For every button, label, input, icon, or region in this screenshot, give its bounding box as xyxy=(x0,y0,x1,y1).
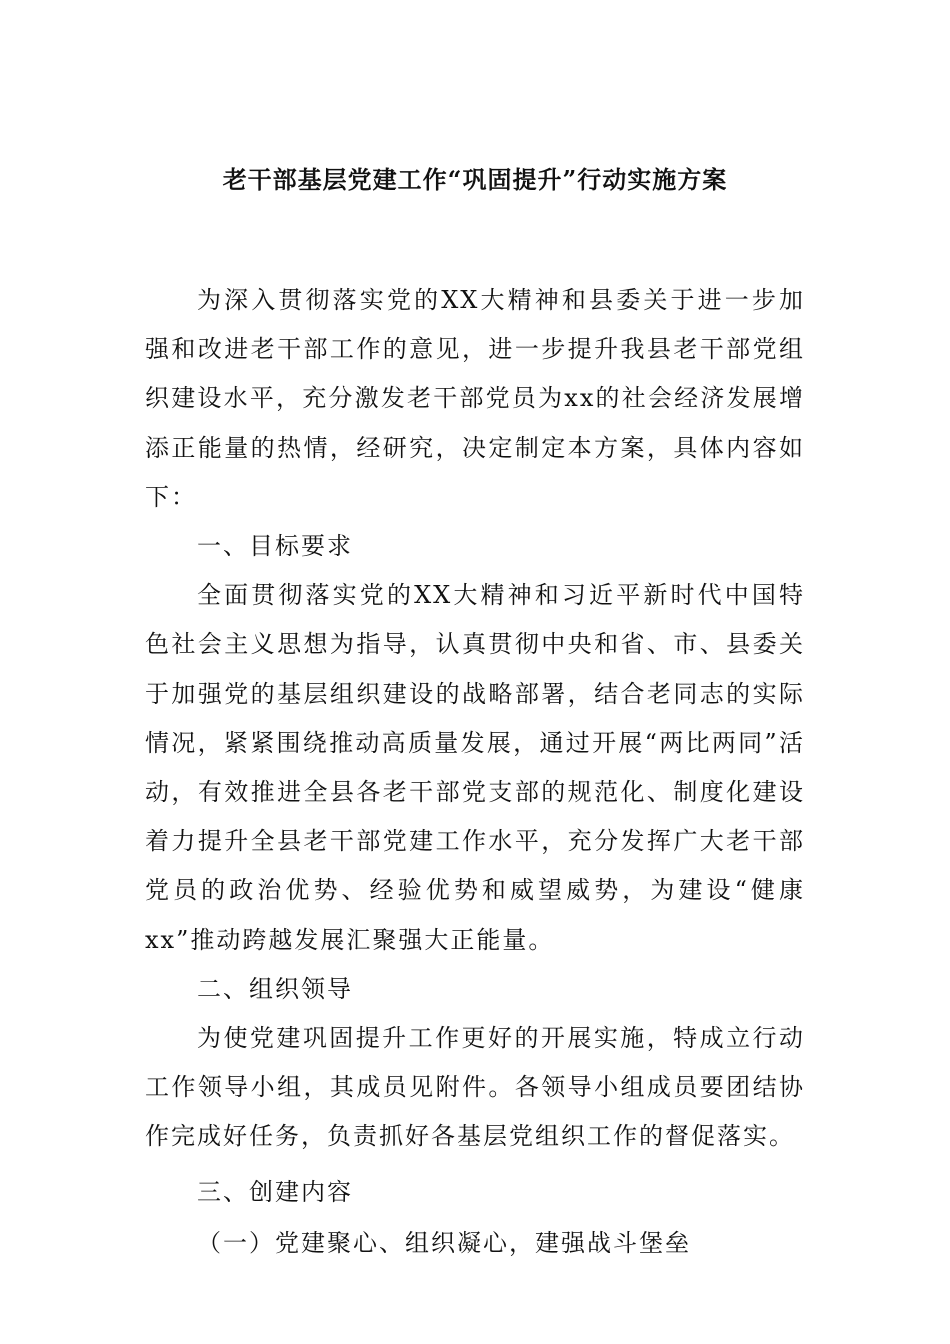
intro-paragraph: 为深入贯彻落实党的XX大精神和县委关于进一步加强和改进老干部工作的意见，进一步提升我县老干部党组织建设水平，充分激发老干部党员为xx的社会经济发展增添正能量的热情，经研究，决定制定本方案，具体内容如下： xyxy=(145,286,805,511)
subsection-heading-1: （一）党建聚心、组织凝心，建强战斗堡垒 xyxy=(197,1228,691,1257)
section-heading-goals: 一、目标要求 xyxy=(197,532,353,561)
section-heading-leadership: 二、组织领导 xyxy=(197,974,353,1003)
document-body xyxy=(145,276,805,1268)
document-title: 老干部基层党建工作“巩固提升”行动实施方案 xyxy=(222,165,728,194)
section-heading-content: 三、创建内容 xyxy=(197,1177,353,1206)
section-paragraph-goals: 全面贯彻落实党的XX大精神和习近平新时代中国特色社会主义思想为指导，认真贯彻中央和省、市、县委关于加强党的基层组织建设的战略部署，结合老同志的实际情况，紧紧围绕推动高质量发展，通过开展“两比两同”活动，有效推进全县各老干部党支部的规范化、制度化建设着力提升全县老干部党建工作水平，充分发挥广大老干部党员的政治优势、经验优势和威望威势，为建设“健康xx”推动跨越发展汇聚强大正能量。 xyxy=(145,581,805,954)
section-paragraph-leadership: 为使党建巩固提升工作更好的开展实施，特成立行动工作领导小组，其成员见附件。各领导小组成员要团结协作完成好任务，负责抓好各基层党组织工作的督促落实。 xyxy=(145,1024,805,1151)
